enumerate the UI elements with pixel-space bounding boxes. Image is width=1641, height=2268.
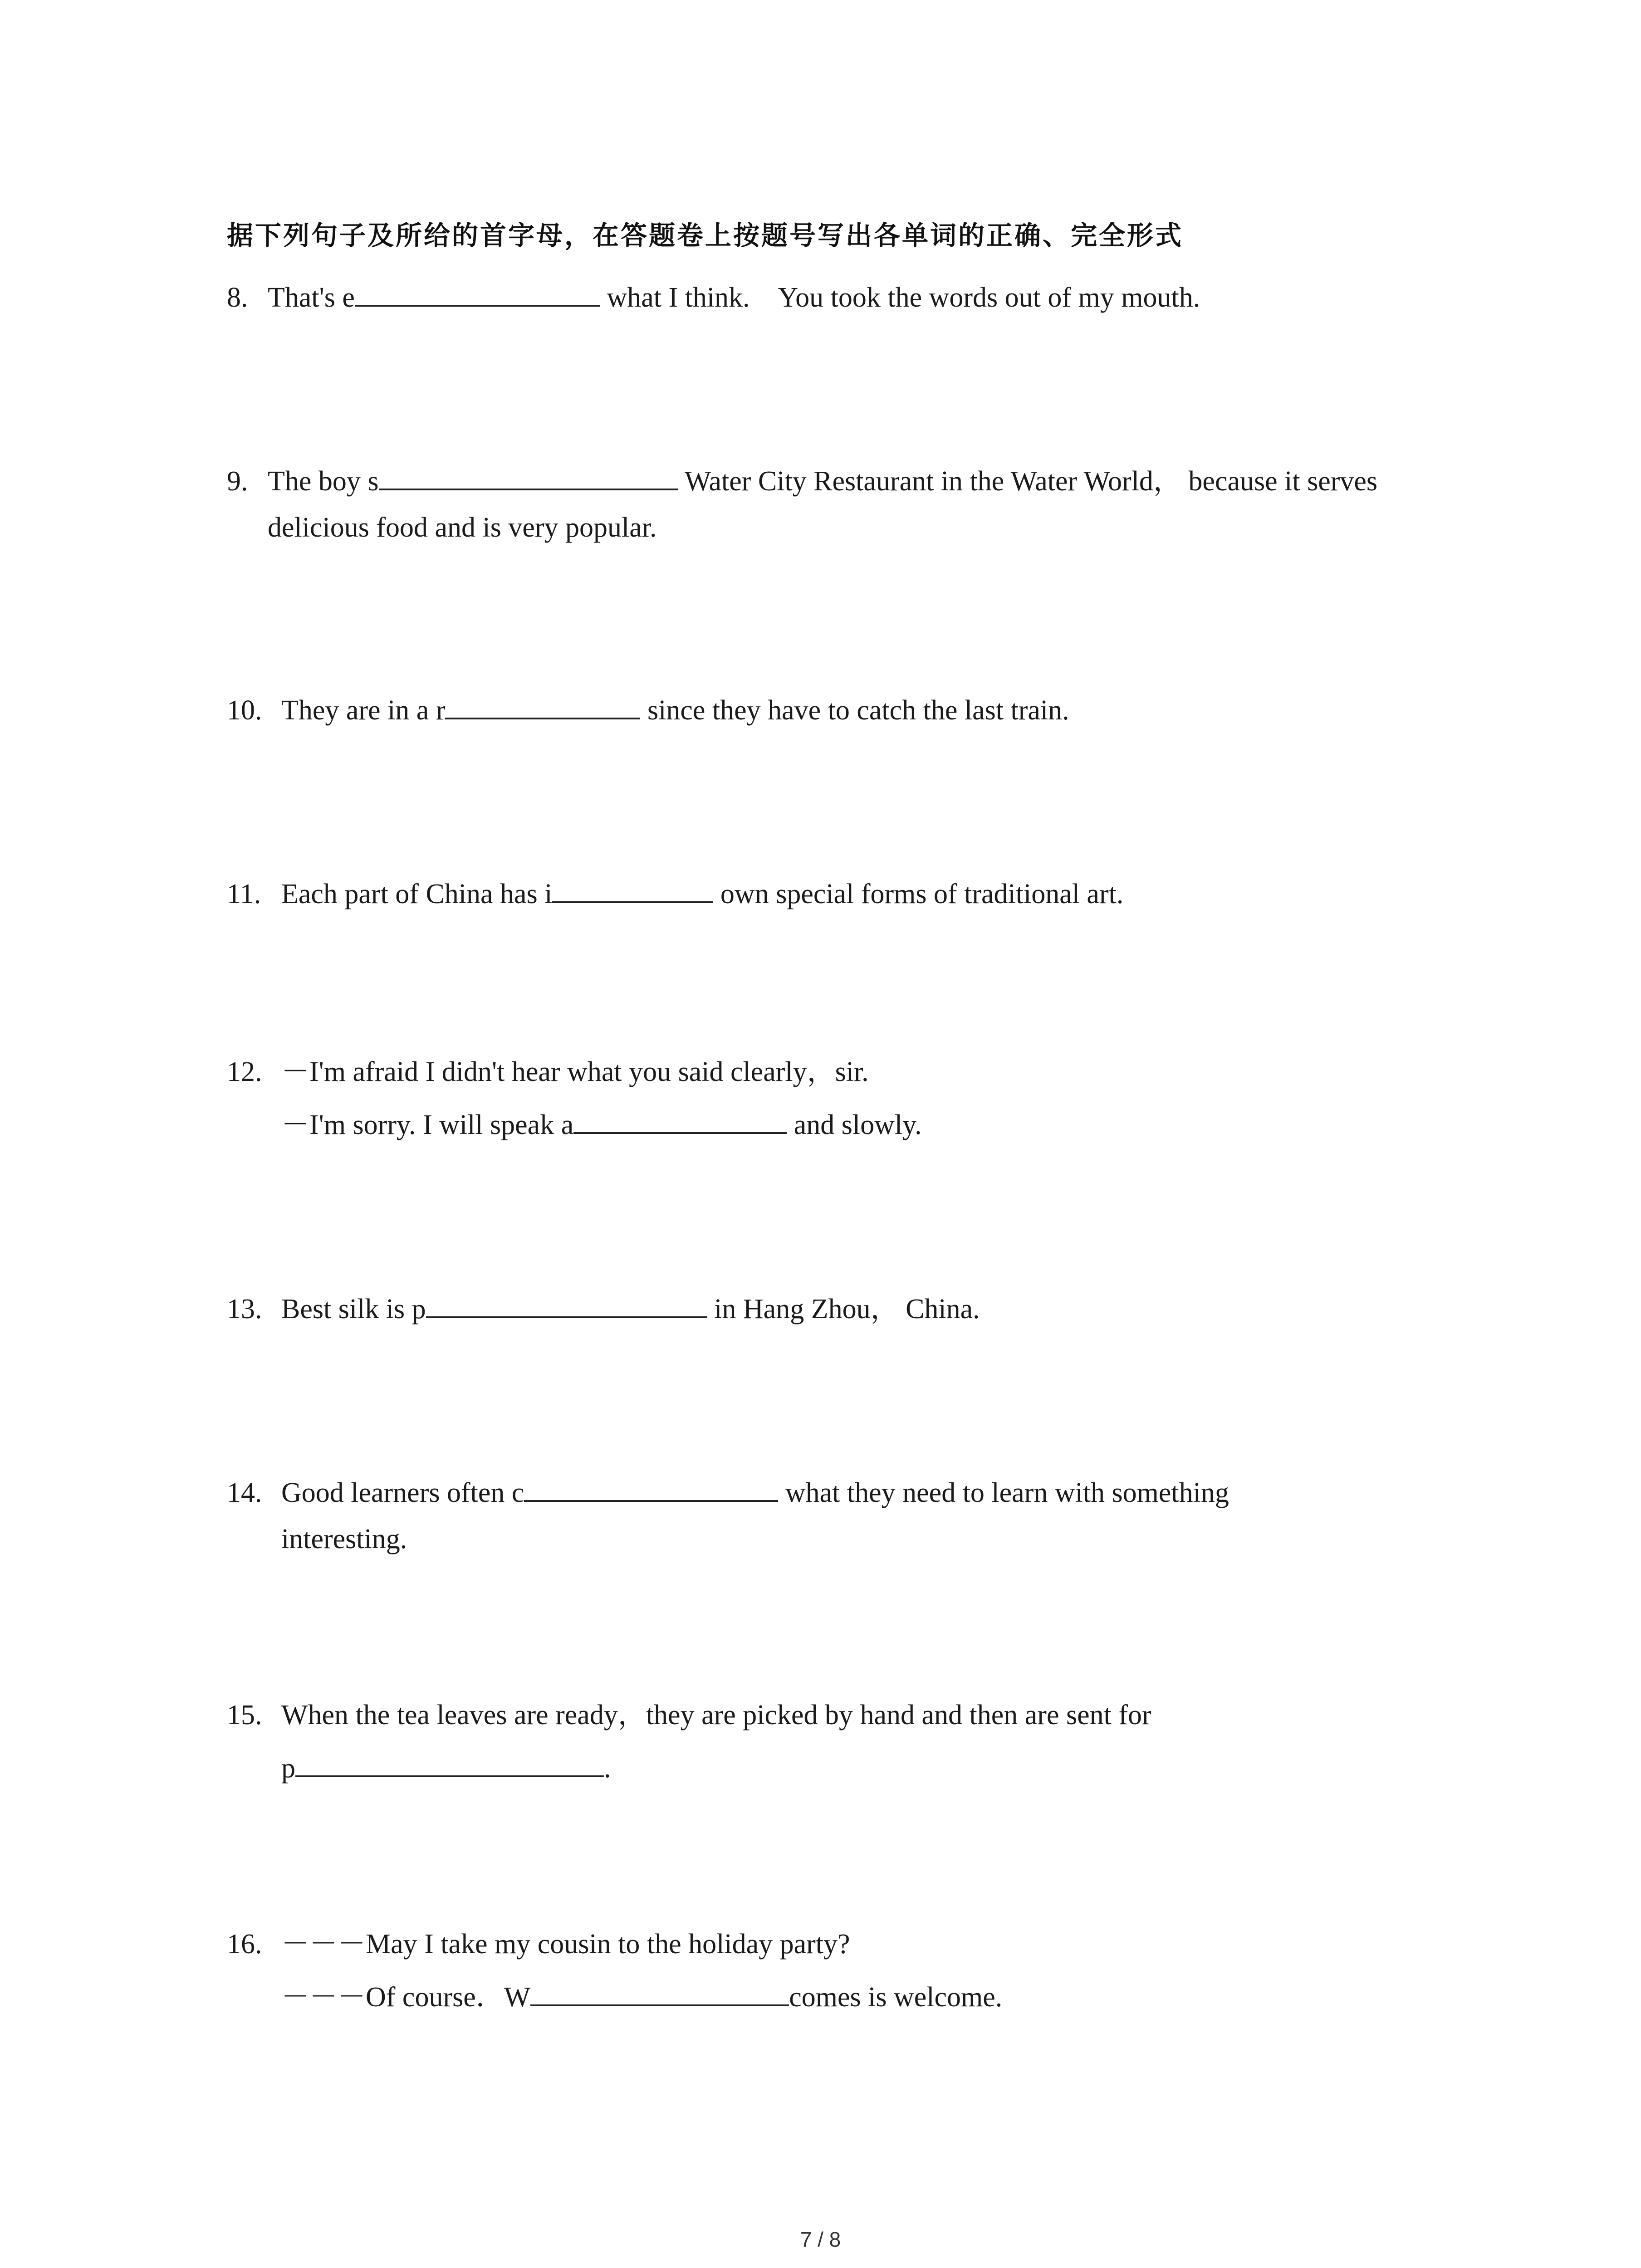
question-text-before-blank: That's e	[268, 282, 355, 313]
answer-blank[interactable]	[552, 873, 713, 903]
question-text-before-blank: －－－Of course．W	[281, 1982, 531, 2013]
question-number: 9.	[227, 466, 248, 497]
question-8	[227, 277, 1200, 316]
question-text-after-blank: and slowly.	[787, 1110, 922, 1140]
question-12	[227, 1053, 922, 1144]
question-text-before-blank: －I'm sorry. I will speak a	[281, 1110, 574, 1140]
question-9	[227, 460, 1377, 546]
question-11	[227, 873, 1123, 913]
question-text-before-blank: They are in a r	[281, 695, 446, 726]
question-number: 16.	[227, 1929, 262, 1960]
question-text-after-blank: in Hang Zhou， China.	[707, 1294, 980, 1325]
answer-blank[interactable]	[295, 1747, 604, 1777]
question-text-before-blank: Best silk is p	[281, 1294, 426, 1325]
question-number: 13.	[227, 1294, 262, 1325]
answer-blank[interactable]	[426, 1288, 707, 1318]
question-16	[227, 1926, 1002, 2016]
question-14	[227, 1472, 1229, 1558]
question-text-after-blank: since they have to catch the last train.	[640, 695, 1069, 726]
question-10	[227, 689, 1069, 729]
question-text-after-blank: what they need to learn with something	[778, 1477, 1229, 1508]
answer-blank[interactable]	[379, 460, 678, 490]
question-number: 12.	[227, 1056, 262, 1087]
question-text-before-blank: Each part of China has i	[281, 879, 553, 909]
question-text-after-blank: comes is welcome.	[789, 1982, 1003, 2013]
question-15	[227, 1696, 1151, 1787]
question-number: 11.	[227, 879, 261, 909]
page-number: 7 / 8	[800, 2228, 841, 2251]
question-text-before-blank: The boy s	[268, 466, 379, 497]
question-text-after-blank: what I think. You took the words out of my mouth.	[599, 282, 1200, 313]
answer-blank[interactable]	[445, 689, 640, 719]
question-text-line-1: When the tea leaves are ready，they are picked by hand and then are sent for	[281, 1700, 1151, 1730]
question-number: 14.	[227, 1477, 262, 1508]
question-text-continued: delicious food and is very popular.	[268, 512, 657, 543]
answer-blank[interactable]	[530, 1976, 789, 2006]
question-text-before-blank: p	[281, 1753, 295, 1784]
answer-blank[interactable]	[524, 1472, 778, 1502]
question-text-after-blank: own special forms of traditional art.	[713, 879, 1124, 909]
answer-blank[interactable]	[573, 1104, 787, 1134]
question-text-after-blank: Water City Restaurant in the Water World， because it serves	[678, 466, 1378, 497]
question-text-before-blank: Good learners often c	[281, 1477, 524, 1508]
question-text-after-blank: .	[604, 1753, 611, 1784]
question-number: 15.	[227, 1700, 262, 1730]
answer-blank[interactable]	[355, 277, 600, 307]
question-number: 10.	[227, 695, 262, 726]
dialogue-line-1: －I'm afraid I didn't hear what you said clearly，sir.	[281, 1056, 869, 1087]
question-13	[227, 1288, 980, 1328]
question-number: 8.	[227, 282, 248, 313]
question-text-continued: interesting.	[281, 1524, 407, 1554]
dialogue-line-1: －－－May I take my cousin to the holiday party?	[281, 1929, 850, 1960]
section-instruction: 据下列句子及所给的首字母，在答题卷上按题号写出各单词的正确、完全形式	[227, 220, 1184, 251]
